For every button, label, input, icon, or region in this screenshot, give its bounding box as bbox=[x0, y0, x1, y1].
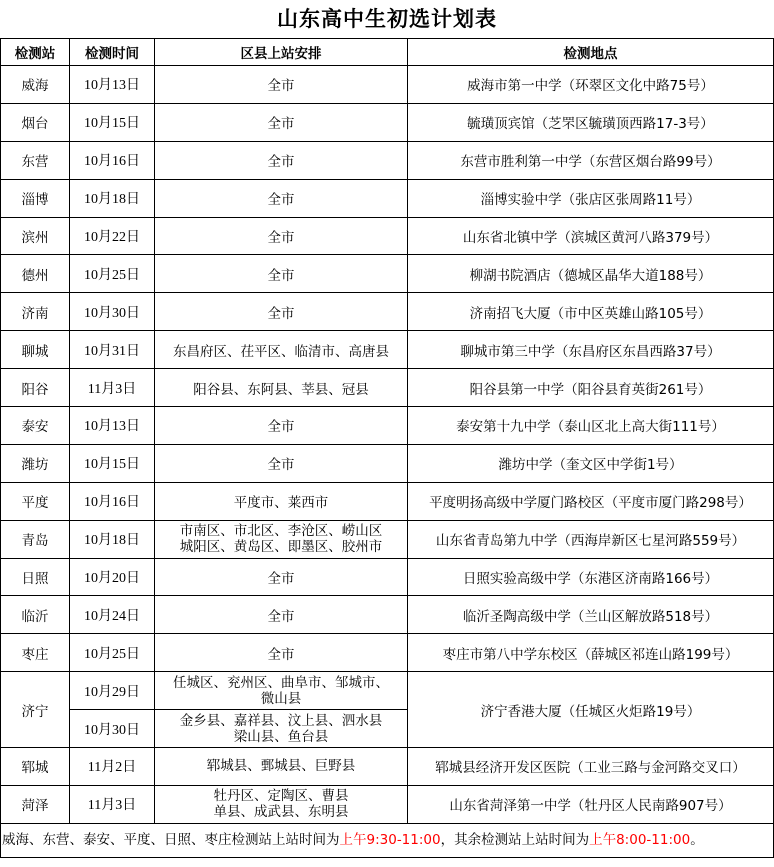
location-cell: 山东省北镇中学（滨城区黄河八路379号） bbox=[408, 217, 774, 255]
area-cell: 阳谷县、东阿县、莘县、冠县 bbox=[155, 369, 408, 407]
station-cell: 潍坊 bbox=[1, 444, 70, 482]
date-cell: 10月15日 bbox=[70, 444, 155, 482]
table-row bbox=[1, 103, 774, 141]
table-row bbox=[1, 217, 774, 255]
date-cell: 10月20日 bbox=[70, 558, 155, 596]
area-cell: 全市 bbox=[155, 255, 408, 293]
date-cell: 10月13日 bbox=[70, 66, 155, 104]
location-cell: 淄博实验中学（张店区张周路11号） bbox=[408, 179, 774, 217]
table-row bbox=[1, 596, 774, 634]
station-cell: 菏泽 bbox=[1, 785, 70, 823]
date-cell: 10月31日 bbox=[70, 331, 155, 369]
table-row bbox=[1, 785, 774, 823]
area-cell bbox=[155, 785, 408, 823]
area-cell bbox=[155, 672, 408, 710]
date-cell: 11月3日 bbox=[70, 369, 155, 407]
location-cell: 柳湖书院酒店（德城区晶华大道188号） bbox=[408, 255, 774, 293]
area-line: 城阳区、黄岛区、即墨区、胶州市 bbox=[179, 539, 383, 556]
station-cell: 济宁 bbox=[1, 672, 70, 748]
note-time-2: 上午8:00-11:00 bbox=[589, 831, 691, 848]
area-cell: 全市 bbox=[155, 66, 408, 104]
location-cell: 山东省菏泽第一中学（牡丹区人民南路907号） bbox=[408, 785, 774, 823]
table-body bbox=[1, 66, 774, 824]
area-cell: 全市 bbox=[155, 558, 408, 596]
date-cell: 10月25日 bbox=[70, 255, 155, 293]
station-cell: 枣庄 bbox=[1, 634, 70, 672]
date-cell: 10月30日 bbox=[70, 710, 155, 748]
station-cell: 淄博 bbox=[1, 179, 70, 217]
table-row bbox=[1, 179, 774, 217]
location-cell: 济南招飞大厦（市中区英雄山路105号） bbox=[408, 293, 774, 331]
station-cell: 聊城 bbox=[1, 331, 70, 369]
area-cell: 全市 bbox=[155, 293, 408, 331]
location-cell: 枣庄市第八中学东校区（薛城区祁连山路199号） bbox=[408, 634, 774, 672]
schedule-table bbox=[0, 38, 774, 824]
table-row bbox=[1, 407, 774, 445]
table-row bbox=[1, 444, 774, 482]
area-cell: 全市 bbox=[155, 444, 408, 482]
location-cell: 济宁香港大厦（任城区火炬路19号） bbox=[408, 672, 774, 748]
area-line: 任城区、兖州区、曲阜市、邹城市、 bbox=[173, 674, 389, 691]
station-cell: 泰安 bbox=[1, 407, 70, 445]
note-text-1: 威海、东营、泰安、平度、日照、枣庄检测站上站时间为 bbox=[2, 831, 340, 848]
date-cell: 11月2日 bbox=[70, 748, 155, 786]
table-row bbox=[1, 520, 774, 558]
area-cell bbox=[155, 520, 408, 558]
area-cell: 全市 bbox=[155, 407, 408, 445]
station-cell: 郓城 bbox=[1, 748, 70, 786]
station-cell: 威海 bbox=[1, 66, 70, 104]
note-time-1: 上午9:30-11:00 bbox=[339, 831, 441, 848]
station-cell: 济南 bbox=[1, 293, 70, 331]
station-cell: 阳谷 bbox=[1, 369, 70, 407]
date-cell: 10月15日 bbox=[70, 103, 155, 141]
location-cell: 临沂圣陶高级中学（兰山区解放路518号） bbox=[408, 596, 774, 634]
table-header-row bbox=[1, 39, 774, 66]
header-station: 检测站 bbox=[1, 39, 70, 66]
table-row bbox=[1, 558, 774, 596]
date-cell: 10月13日 bbox=[70, 407, 155, 445]
area-cell: 全市 bbox=[155, 596, 408, 634]
header-date: 检测时间 bbox=[70, 39, 155, 66]
station-cell: 东营 bbox=[1, 141, 70, 179]
area-cell: 全市 bbox=[155, 141, 408, 179]
date-cell: 10月29日 bbox=[70, 672, 155, 710]
location-cell: 东营市胜利第一中学（东营区烟台路99号） bbox=[408, 141, 774, 179]
page-title: 山东高中生初选计划表 bbox=[277, 6, 497, 31]
area-cell: 全市 bbox=[155, 217, 408, 255]
table-row bbox=[1, 141, 774, 179]
date-cell: 10月16日 bbox=[70, 141, 155, 179]
location-cell: 威海市第一中学（环翠区文化中路75号） bbox=[408, 66, 774, 104]
date-cell: 10月30日 bbox=[70, 293, 155, 331]
location-cell: 阳谷县第一中学（阳谷县育英街261号） bbox=[408, 369, 774, 407]
table-row bbox=[1, 66, 774, 104]
table-row bbox=[1, 331, 774, 369]
area-line: 市南区、市北区、李沧区、崂山区 bbox=[179, 523, 383, 540]
station-cell: 青岛 bbox=[1, 520, 70, 558]
note-text-2: ，其余检测站上站时间为 bbox=[440, 831, 590, 848]
area-cell: 全市 bbox=[155, 179, 408, 217]
area-line: 微山县 bbox=[260, 690, 302, 707]
area-line: 郓城县、鄄城县、巨野县 bbox=[206, 758, 356, 775]
date-cell: 10月25日 bbox=[70, 634, 155, 672]
location-cell: 郓城县经济开发区医院（工业三路与金河路交叉口） bbox=[408, 748, 774, 786]
table-row bbox=[1, 748, 774, 786]
table-row bbox=[1, 634, 774, 672]
area-cell: 全市 bbox=[155, 103, 408, 141]
area-cell: 平度市、莱西市 bbox=[155, 482, 408, 520]
area-line: 牡丹区、定陶区、曹县 bbox=[213, 788, 349, 805]
header-area: 区县上站安排 bbox=[155, 39, 408, 66]
note-text-3: 。 bbox=[690, 831, 704, 848]
station-cell: 临沂 bbox=[1, 596, 70, 634]
date-cell: 10月24日 bbox=[70, 596, 155, 634]
station-cell: 日照 bbox=[1, 558, 70, 596]
schedule-note bbox=[0, 824, 774, 858]
table-row bbox=[1, 482, 774, 520]
area-cell: 东昌府区、茌平区、临清市、高唐县 bbox=[155, 331, 408, 369]
date-cell: 10月18日 bbox=[70, 520, 155, 558]
table-row bbox=[1, 672, 774, 710]
area-line: 单县、成武县、东明县 bbox=[213, 804, 349, 821]
table-row bbox=[1, 255, 774, 293]
area-line: 金乡县、嘉祥县、汶上县、泗水县 bbox=[179, 712, 383, 729]
station-cell: 德州 bbox=[1, 255, 70, 293]
table-row bbox=[1, 293, 774, 331]
area-line: 梁山县、鱼台县 bbox=[233, 728, 329, 745]
location-cell: 泰安第十九中学（泰山区北上高大街111号） bbox=[408, 407, 774, 445]
date-cell: 10月16日 bbox=[70, 482, 155, 520]
header-location: 检测地点 bbox=[408, 39, 774, 66]
station-cell: 平度 bbox=[1, 482, 70, 520]
area-cell: 全市 bbox=[155, 634, 408, 672]
area-cell bbox=[155, 748, 408, 786]
station-cell: 滨州 bbox=[1, 217, 70, 255]
station-cell: 烟台 bbox=[1, 103, 70, 141]
location-cell: 潍坊中学（奎文区中学街1号） bbox=[408, 444, 774, 482]
location-cell: 山东省青岛第九中学（西海岸新区七星河路559号） bbox=[408, 520, 774, 558]
date-cell: 11月3日 bbox=[70, 785, 155, 823]
location-cell: 日照实验高级中学（东港区济南路166号） bbox=[408, 558, 774, 596]
location-cell: 聊城市第三中学（东昌府区东昌西路37号） bbox=[408, 331, 774, 369]
date-cell: 10月18日 bbox=[70, 179, 155, 217]
location-cell: 平度明扬高级中学厦门路校区（平度市厦门路298号） bbox=[408, 482, 774, 520]
location-cell: 毓璜顶宾馆（芝罘区毓璜顶西路17-3号） bbox=[408, 103, 774, 141]
date-cell: 10月22日 bbox=[70, 217, 155, 255]
table-row bbox=[1, 369, 774, 407]
area-cell bbox=[155, 710, 408, 748]
